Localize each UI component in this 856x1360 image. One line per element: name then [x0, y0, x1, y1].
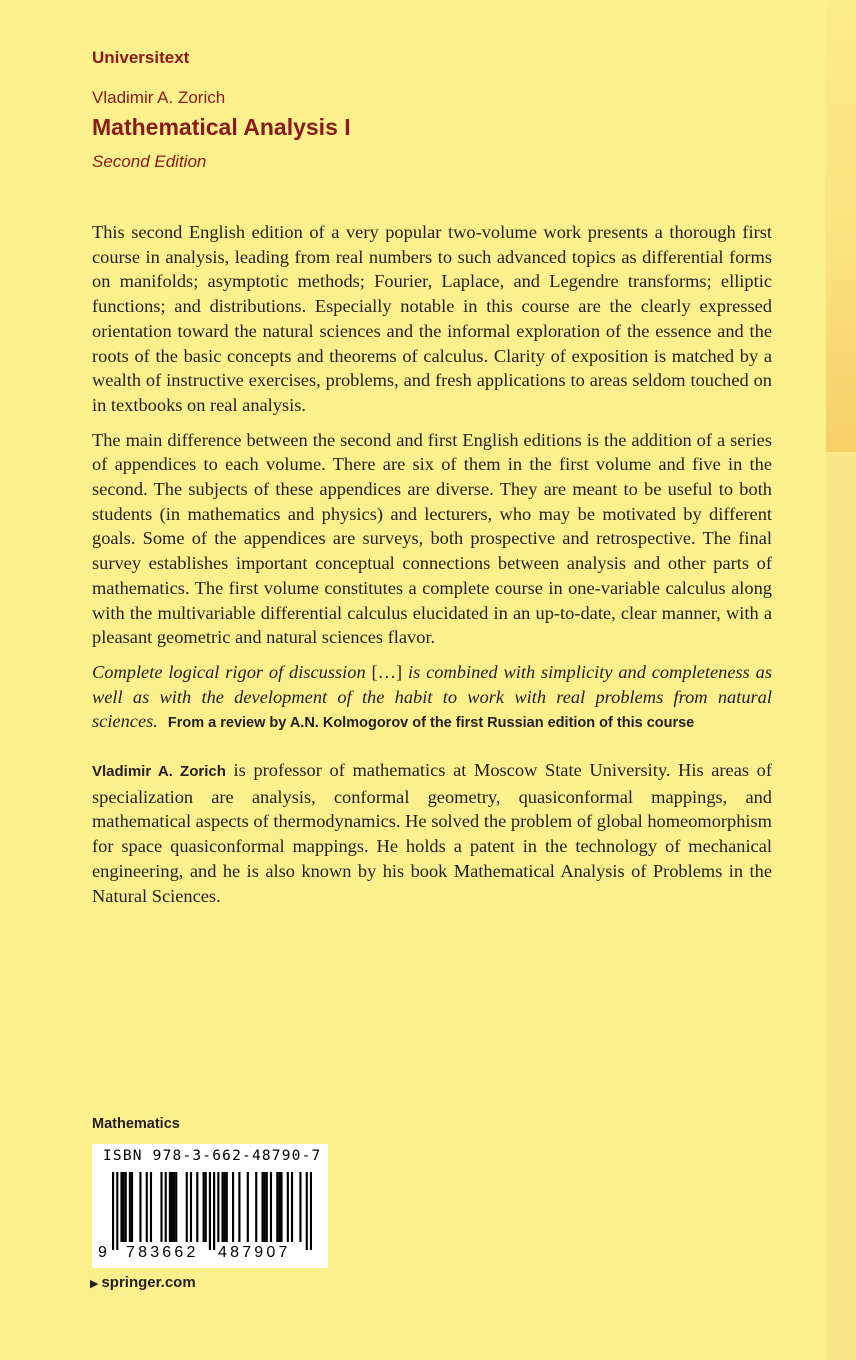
barcode-bar	[299, 1172, 301, 1242]
bio-author-name: Vladimir A. Zorich	[92, 763, 226, 781]
description-paragraph-2: The main difference between the second and first English editions is the addition of a series of appendices to each volume. There are six of them in the first volume and five in the second. The subjects of these appendices are diverse. They are meant to be useful to both students (in mathematics and physics) and lecturers, who may be motivated by different goals. Some of the appendices are surveys, both prospective and retrospective. The final survey establishes important conceptual connections between analysis and other parts of mathematics. The first volume constitutes a complete course in one-variable calculus along with the multivariable differential calculus elucidated in an up-to-date, clear manner, with a pleasant geometric and natural sciences flavor.	[92, 429, 772, 648]
barcode-bar	[261, 1172, 263, 1242]
barcode-bar	[125, 1172, 127, 1242]
barcode-bar	[186, 1172, 188, 1242]
author-name: Vladimir A. Zorich	[92, 88, 226, 107]
isbn-number: ISBN 978-3-662-48790-7	[103, 1148, 322, 1164]
edition-label: Second Edition	[92, 152, 207, 171]
barcode-bar	[306, 1172, 308, 1250]
barcode-bar	[247, 1172, 249, 1242]
ean-first-digit: 9	[98, 1244, 107, 1261]
barcode-bars	[112, 1172, 312, 1250]
book-title: Mathematical Analysis I	[92, 114, 351, 140]
barcode-bar	[139, 1172, 141, 1242]
publisher-url: springer.com	[101, 1274, 196, 1291]
ean-right-group: 487907	[218, 1244, 291, 1261]
barcode-bar	[270, 1172, 272, 1242]
barcode-bar	[310, 1172, 312, 1250]
barcode-bar	[287, 1172, 289, 1242]
barcode-bar	[120, 1172, 122, 1242]
barcode-bar	[221, 1172, 223, 1242]
barcode-bar	[276, 1172, 278, 1242]
barcode-bar	[232, 1172, 234, 1242]
description-paragraph-1: This second English edition of a very popular two-volume work presents a thorough first course in analysis, leading from real numbers to such advanced topics as differential forms on manifolds; asymptotic methods; Fourier, Laplace, and Legendre transforms; elliptic functions; and distributions. Especially notable in this course are the clearly expressed orientation toward the natural sciences and the informal exploration of the essence and the roots of the basic concepts and theorems of calculus. Clarity of exposition is matched by a wealth of instructive exercises, problems, and fresh applications to areas seldom touched on in textbooks on real analysis.	[92, 222, 772, 415]
barcode-bar	[190, 1172, 192, 1242]
barcode-bar	[266, 1172, 268, 1242]
spine-accent	[826, 0, 856, 452]
barcode-bar	[123, 1172, 125, 1242]
barcode-bar	[175, 1172, 177, 1242]
barcode-bar	[131, 1172, 133, 1242]
review-quote	[92, 660, 772, 736]
barcode-bar	[150, 1172, 152, 1242]
barcode-bar	[129, 1172, 131, 1242]
bio-text: is professor of mathematics at Moscow State University. His areas of specialization are analysis, conformal geometry, quasiconformal mappings, and mathematical aspects of thermodynamics. He solved the problem of global homeomorphism for space quasiconformal mappings. He holds a patent in the technology of mechanical engineering, and he is also known by his book Mathematical Analysis of Problems in the Natural Sciences.	[92, 760, 772, 906]
barcode-bar	[217, 1172, 219, 1242]
barcode-bar	[203, 1172, 205, 1242]
barcode-bar	[112, 1172, 114, 1250]
barcode-bar	[205, 1172, 207, 1242]
barcode-bar	[280, 1172, 282, 1242]
subject-category: Mathematics	[92, 1116, 180, 1132]
arrow-right-icon: ▶	[90, 1278, 99, 1290]
barcode-bar	[173, 1172, 175, 1242]
quote-source: From a review by A.N. Kolmogorov of the first Russian edition of this course	[167, 715, 695, 732]
author-bio	[92, 758, 772, 908]
quote-part-1: Complete logical rigor of discussion	[92, 661, 366, 682]
quote-ellipsis: […]	[365, 661, 409, 682]
barcode-bar	[226, 1172, 228, 1242]
barcode-bar	[146, 1172, 148, 1242]
barcode-bar	[160, 1172, 162, 1242]
quote-part-2: is combined with simplicity and completeness as well as with the development of the habit to work with real problems from natural sciences.	[92, 661, 773, 732]
barcode-bar	[169, 1172, 171, 1242]
barcode-label	[92, 1144, 328, 1268]
barcode-bar	[264, 1172, 266, 1242]
barcode-bar	[224, 1172, 226, 1242]
barcode-bar	[278, 1172, 280, 1242]
series-name: Universitext	[92, 48, 190, 67]
publisher-link[interactable]	[90, 1274, 196, 1291]
barcode-bar	[255, 1172, 257, 1242]
barcode-bar	[291, 1172, 293, 1242]
barcode-bar	[238, 1172, 240, 1242]
barcode-bar	[171, 1172, 173, 1242]
barcode-bar	[165, 1172, 167, 1242]
ean-left-group: 783662	[126, 1244, 199, 1261]
barcode-bar	[209, 1172, 211, 1250]
back-cover-text	[92, 220, 772, 918]
barcode-bar	[116, 1172, 118, 1250]
barcode-bar	[196, 1172, 198, 1242]
barcode-bar	[213, 1172, 215, 1250]
